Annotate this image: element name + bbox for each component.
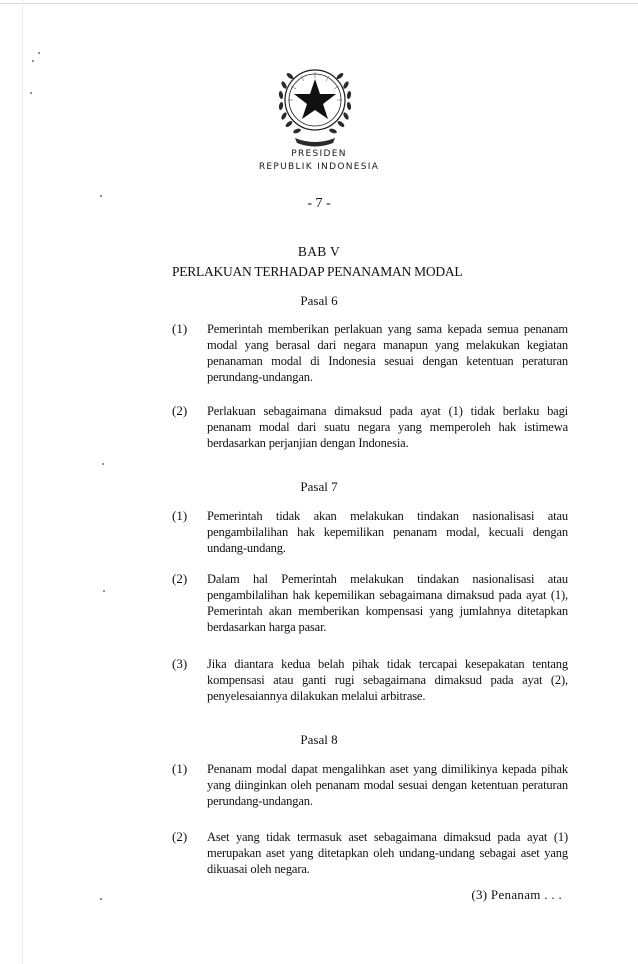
article-heading: Pasal 7 [300,479,338,494]
article-clause [172,761,568,827]
article-heading: Pasal 8 [300,732,338,747]
clause-number: (1) [172,761,188,776]
clause-number: (1) [172,508,188,523]
article-clause [172,829,568,879]
scan-speck [100,898,102,900]
clause-number: (1) [172,321,188,336]
article-clause [172,403,568,469]
catchword: (3) Penanam . . . [471,887,562,902]
chapter-title: PERLAKUAN TERHADAP PENANAMAN MODAL [172,264,463,279]
header-title-line2: REPUBLIK INDONESIA [258,162,380,172]
scan-speck [103,590,105,592]
clause-text: Dalam hal Pemerintah melakukan tindakan nasionalisasi atau pengambilalihan hak kepemilikan sebagaimana dimaksud pada ayat (1), Pemerintah akan memberikan kompensasi yang jumlahnya ditetapkan berdasarkan harga pasar. [207,572,568,634]
scan-speck [38,52,40,54]
clause-text: Aset yang tidak termasuk aset sebagaimana dimaksud pada ayat (1) merupakan aset yang ditetapkan oleh undang-undang sebagai aset yang dikuasai oleh negara. [207,830,568,876]
clause-text: Pemerintah memberikan perlakuan yang sama kepada semua penanam modal yang berasal dari negara manapun yang melakukan kegiatan penanaman modal di Indonesia sesuai dengan ketentuan peraturan perundang-undangan. [207,322,568,384]
article-clause [172,656,568,722]
clause-number: (2) [172,829,188,844]
clause-text: Perlakuan sebagaimana dimaksud pada ayat (1) tidak berlaku bagi penanam modal dari suatu negara yang memperoleh hak istimewa berdasarkan perjanjian dengan Indonesia. [207,404,568,450]
clause-number: (2) [172,571,188,586]
article-heading: Pasal 6 [300,293,338,308]
page-number: - 7 - [307,196,331,211]
article-clause [172,571,568,653]
clause-text: Jika diantara kedua belah pihak tidak tercapai kesepakatan tentang kompensasi atau ganti rugi sebagaimana dimaksud pada ayat (2), penyelesaiannya dilakukan melalui arbitrase. [207,657,568,703]
scan-speck [30,92,32,94]
garuda-star-emblem-icon [271,58,359,150]
article-clause [172,321,568,403]
header-title-line1: PRESIDEN [291,149,347,159]
scan-edge-top [0,3,638,4]
scan-speck [32,60,34,62]
clause-number: (2) [172,403,188,418]
clause-text: Pemerintah tidak akan melakukan tindakan nasionalisasi atau pengambilalihan hak kepemilikan penanam modal, kecuali dengan undang-undang. [207,509,568,555]
clause-number: (3) [172,656,188,671]
article-clause [172,508,568,558]
scan-speck [102,463,104,465]
clause-text: Penanam modal dapat mengalihkan aset yang dimilikinya kepada pihak yang diinginkan oleh penanam modal sesuai dengan ketentuan peraturan perundang-undangan. [207,762,568,808]
chapter-label: BAB V [297,244,341,259]
